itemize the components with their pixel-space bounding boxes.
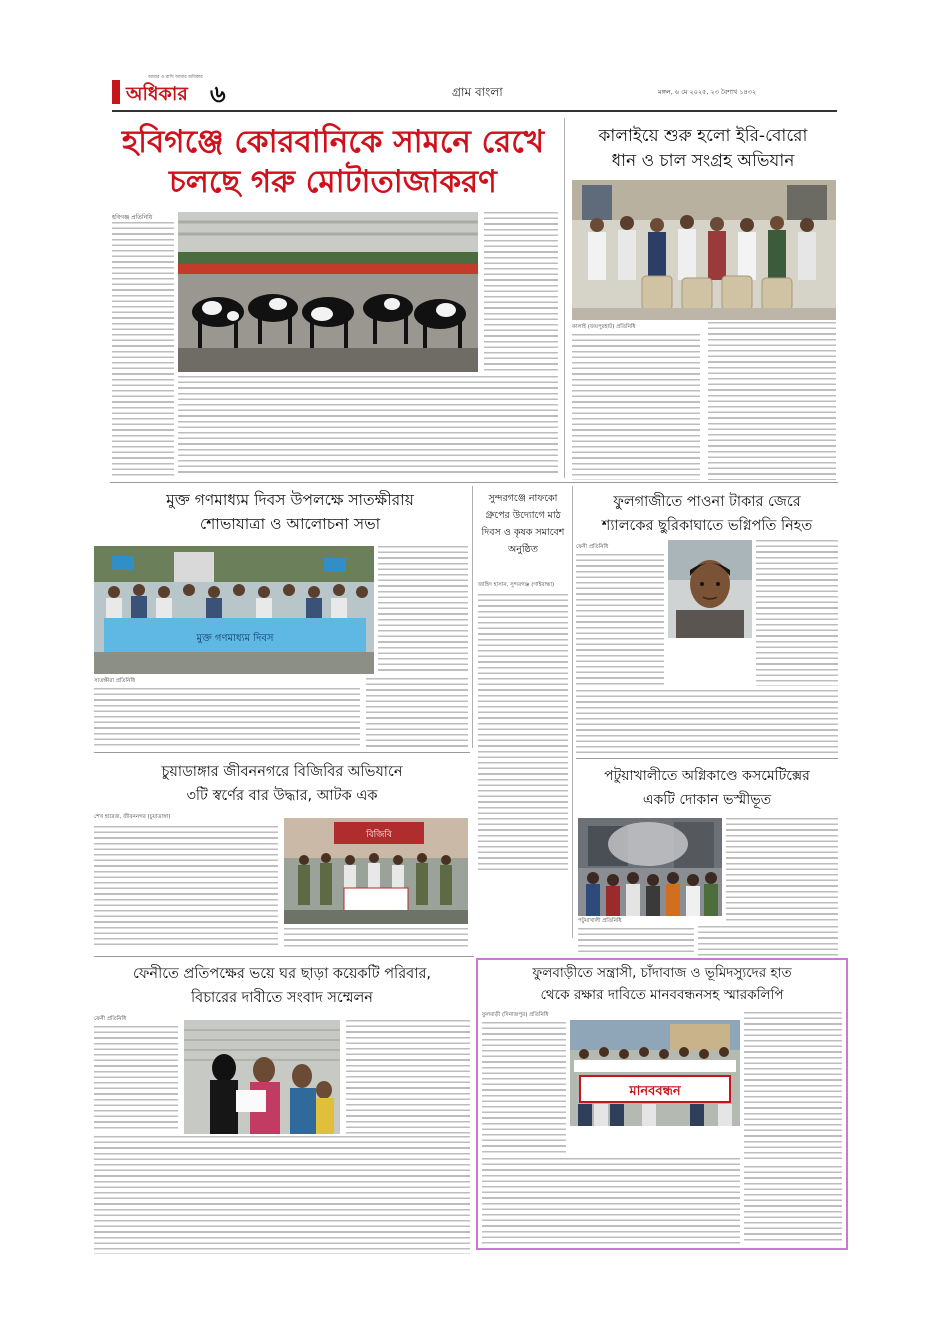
fulgazi-byline: ফেনী প্রতিনিধি xyxy=(576,544,609,550)
habiganj-headline xyxy=(108,122,558,202)
feni-headline-line2: বিচারের দাবীতে সংবাদ সম্মেলন xyxy=(191,990,373,1006)
row3-rule xyxy=(94,956,474,957)
cattle-farm-illustration xyxy=(178,212,478,372)
chuadanga-headline-line1: চুয়াডাঙ্গার জীবননগরে বিজিবির অভিযানে xyxy=(161,764,403,780)
fulbari-body-bottom-right xyxy=(744,1166,842,1244)
kalai-headline-line2: ধান ও চাল সংগ্রহ অভিযান xyxy=(611,151,795,171)
habiganj-col1-bottom xyxy=(112,418,174,476)
sundarganj-byline: জাহিদ হাসান, সুন্দরগঞ্জ (গাইবান্ধা) xyxy=(478,582,555,588)
fulgazi-body-bottom xyxy=(576,690,838,754)
kalai-body-left xyxy=(572,334,700,480)
satkhira-body-bottom-left xyxy=(94,688,360,748)
habiganj-cattle-photo xyxy=(178,212,478,372)
patuakhali-headline-line1: পটুয়াখালীতে অগ্নিকাণ্ডে কসমেটিক্সের xyxy=(604,768,810,784)
masthead-logo xyxy=(112,75,204,106)
press-conference-illustration xyxy=(184,1020,340,1134)
habiganj-col1 xyxy=(112,222,174,414)
fulbari-headline-line1: ফুলবাড়ীতে সন্ত্রাসী, চাঁদাবাজ ও ভূমিদস্যুদের হাত xyxy=(532,965,792,981)
habiganj-headline-line2: চলছে গরু মোটাতাজাকরণ xyxy=(169,164,497,200)
fulbari-humanchain-photo xyxy=(570,1020,740,1126)
masthead xyxy=(112,74,837,114)
satkhira-body-right xyxy=(378,546,468,674)
rally-illustration xyxy=(94,546,374,674)
satkhira-byline: সাতক্ষীরা প্রতিনিধি xyxy=(94,678,136,684)
masthead-rule xyxy=(112,110,837,112)
feni-body-left xyxy=(94,1026,178,1130)
page-number: ৬ xyxy=(210,80,226,108)
chuadanga-bgb-photo xyxy=(284,818,468,924)
satkhira-body-bottom-right xyxy=(366,678,468,748)
mid-divider-1 xyxy=(472,486,473,748)
chuadanga-headline-line2: ৩টি স্বর্ণের বার উদ্ধার, আটক এক xyxy=(186,788,378,804)
feni-body-bottom xyxy=(94,1136,470,1254)
fulgazi-headline-line2: শ্যালকের ছুরিকাঘাতে ভগ্নিপতি নিহত xyxy=(601,518,813,534)
sundarganj-headline: সুন্দরগঞ্জে নাফকো গ্রুপের উদ্যোগে মাঠ দিবস ও কৃষক সমাবেশ অনুষ্ঠিত xyxy=(481,493,565,555)
habiganj-body-bottom xyxy=(178,376,558,476)
chuadanga-byline: শেখ হারেজ, জীবননগর (চুয়াডাঙ্গা) xyxy=(94,814,171,820)
chuadanga-headline xyxy=(94,760,470,808)
fulgazi-body-left xyxy=(576,554,664,686)
fulgazi-body-right xyxy=(756,540,838,686)
satkhira-headline xyxy=(110,488,470,536)
patuakhali-fire-photo xyxy=(578,818,722,916)
habiganj-headline-line1: হবিগঞ্জে কোরবানিকে সামনে রেখে xyxy=(121,124,545,160)
tagline: আমার ও রাখি আমার অধিকার xyxy=(148,75,203,80)
patuakhali-body-bottom-left xyxy=(578,928,694,956)
kalai-headline-line1: কালাইয়ে শুরু হলো ইরি-বোরো xyxy=(598,126,808,146)
fulbari-headline-line2: থেকে রক্ষার দাবিতে মানববন্ধনসহ স্মারকলিপি xyxy=(540,987,784,1003)
fulgazi-headline xyxy=(576,490,838,538)
feni-headline-line1: ফেনীতে প্রতিপক্ষের ভয়ে ঘর ছাড়া কয়েকটি পরিবার, xyxy=(132,966,432,982)
procurement-illustration xyxy=(572,180,836,320)
fulbari-headline xyxy=(480,962,844,1006)
fulgazi-headline-line1: ফুলগাজীতে পাওনা টাকার জেরে xyxy=(613,494,801,510)
kalai-procurement-photo xyxy=(572,180,836,320)
bgb-sign-text: বিজিবি xyxy=(366,830,392,840)
bgb-illustration xyxy=(284,818,468,924)
kalai-byline: কালাই (জয়পুরহাট) প্রতিনিধি xyxy=(572,324,636,330)
paper-name: অধিকার xyxy=(126,83,188,105)
satkhira-rally-photo xyxy=(94,546,374,674)
humanchain-illustration xyxy=(570,1020,740,1126)
feni-body-right xyxy=(346,1020,470,1134)
fulbari-body-right xyxy=(744,1012,842,1162)
fulbari-byline: ফুলবাড়ী (দিনাজপুর) প্রতিনিধি xyxy=(482,1012,549,1018)
fulbari-body-left xyxy=(482,1022,566,1154)
issue-date: মঙ্গল, ৬ মে ২০২৫, ২৩ বৈশাখ ১৪৩২ xyxy=(658,88,757,96)
habiganj-body-right xyxy=(484,212,558,374)
sundarganj-body xyxy=(478,594,568,870)
fire-scene-illustration xyxy=(578,818,722,916)
patuakhali-headline-line2: একটি দোকান ভস্মীভূত xyxy=(642,792,772,808)
patuakhali-body-right xyxy=(726,818,838,922)
patuakhali-headline xyxy=(576,764,838,812)
chuadanga-body-right xyxy=(284,928,468,948)
fulgazi-portrait-photo xyxy=(668,540,752,638)
row1-rule xyxy=(110,482,838,483)
satkhira-headline-line1: মুক্ত গণমাধ্যম দিবস উপলক্ষে সাতক্ষীরায় xyxy=(166,491,414,509)
feni-headline xyxy=(94,962,470,1010)
portrait-illustration xyxy=(668,540,752,638)
banner-text: মুক্ত গণমাধ্যম দিবস xyxy=(196,633,274,644)
feni-press-photo xyxy=(184,1020,340,1134)
patuakhali-body-bottom-right xyxy=(698,926,838,956)
chuadanga-top-rule xyxy=(94,752,470,753)
chuadanga-body-left xyxy=(94,826,278,948)
patuakhali-byline: পটুয়াখালী প্রতিনিধি xyxy=(578,918,622,924)
kalai-headline xyxy=(570,124,836,174)
top-column-divider xyxy=(564,118,565,478)
logo-red-bar xyxy=(112,80,120,104)
feni-byline: ফেনী প্রতিনিধি xyxy=(94,1016,127,1022)
habiganj-byline: হবিগঞ্জ প্রতিনিধি xyxy=(112,214,153,221)
mid-divider-2 xyxy=(572,486,573,938)
fulgazi-bottom-rule xyxy=(576,758,838,759)
section-title: গ্রাম বাংলা xyxy=(452,85,503,99)
fulbari-body-bottom-left xyxy=(482,1158,740,1244)
kalai-body-right xyxy=(708,322,836,480)
satkhira-headline-line2: শোভাযাত্রা ও আলোচনা সভা xyxy=(199,515,381,533)
manob-banner-text: মানববন্ধন xyxy=(629,1084,681,1099)
